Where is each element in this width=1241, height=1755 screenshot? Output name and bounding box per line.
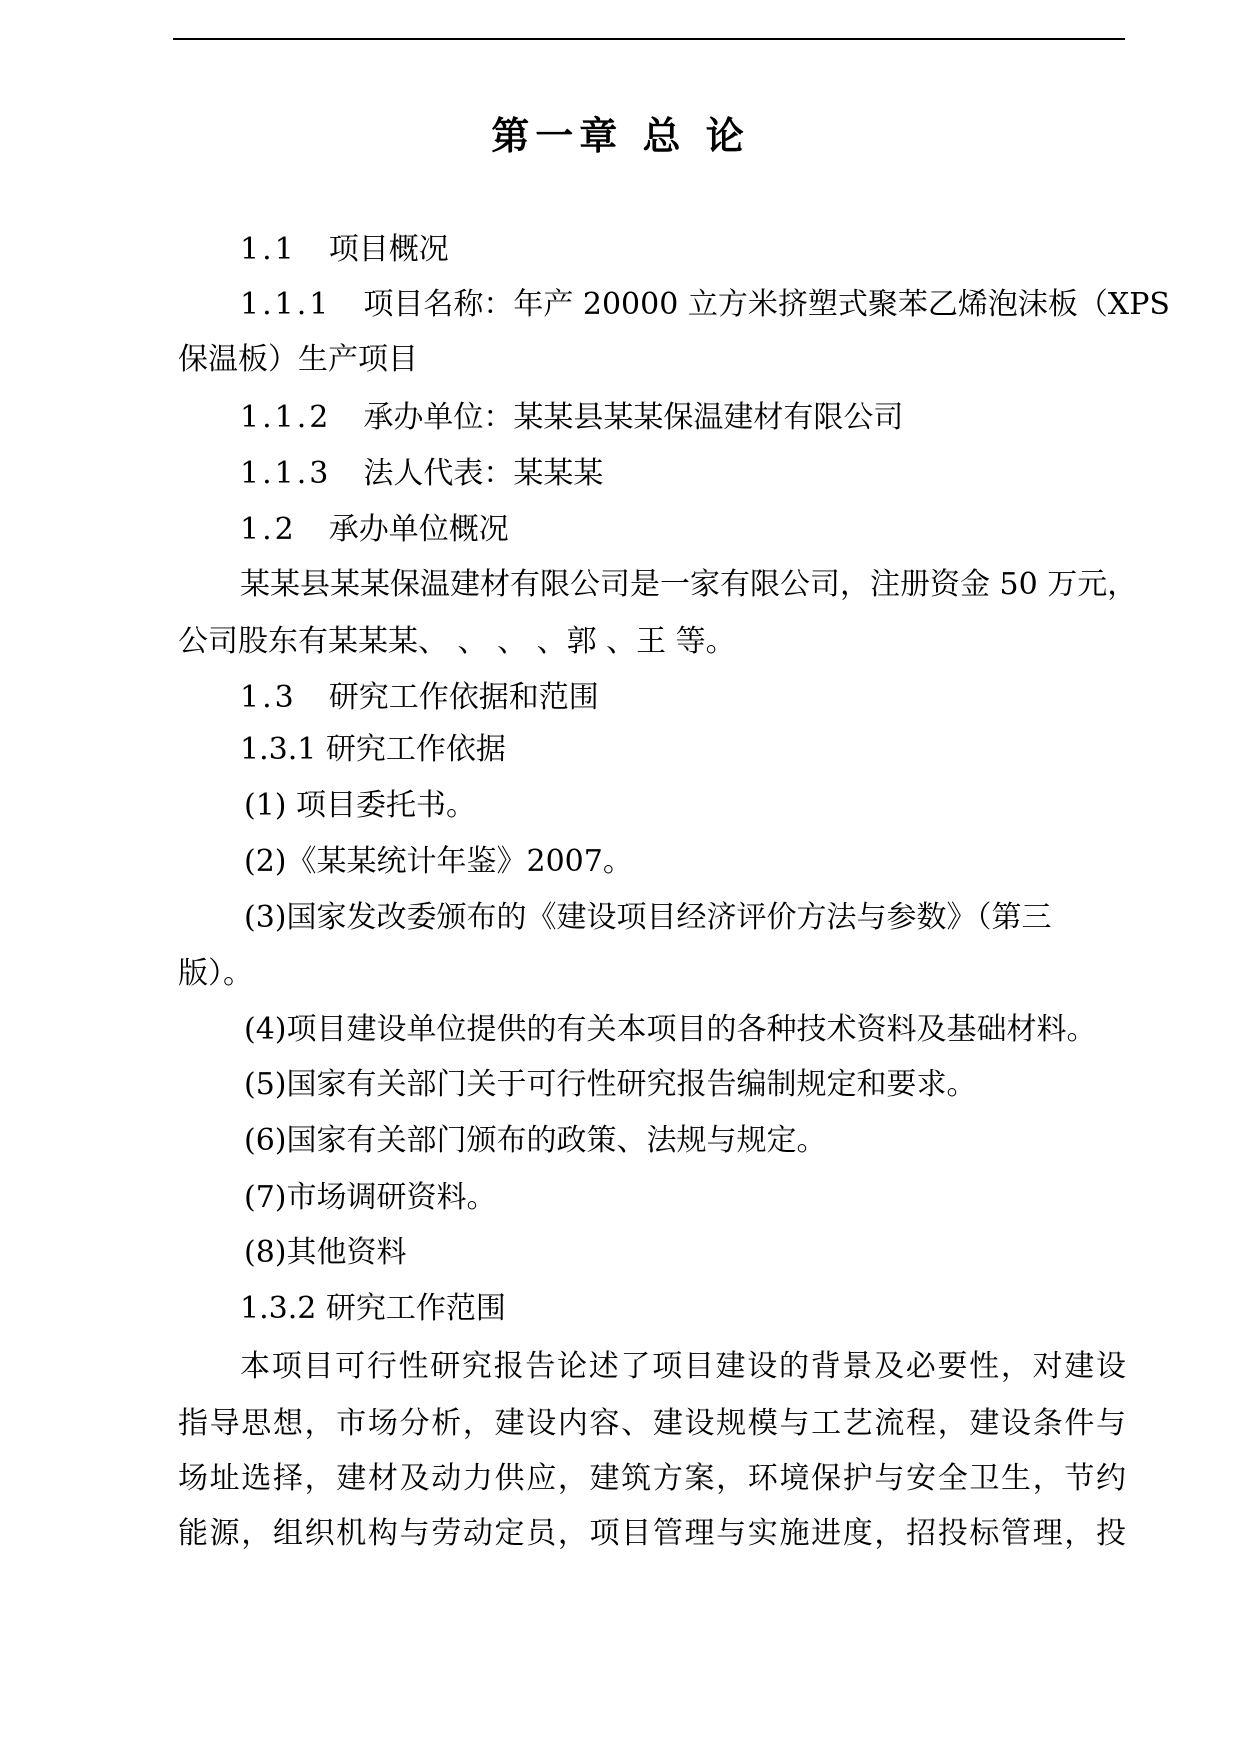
scope-line-text: 场址选择，建材及动力供应，建筑方案，环境保护与安全卫生，节约	[178, 1461, 1126, 1496]
scope-line-text: 能源，组织机构与劳动定员，项目管理与实施进度，招投标管理，投	[178, 1516, 1126, 1551]
section-number: 1.2	[240, 512, 297, 547]
scope-para-line4	[178, 1514, 1126, 1554]
basis-item-4: (4)项目建设单位提供的有关本项目的各种技术资料及基础材料。	[244, 1012, 1097, 1047]
company-para-line2: 公司股东有某某某、 、 、 、郭 、王 等。	[178, 624, 736, 659]
legal-rep-text: 法人代表：某某某	[363, 456, 604, 491]
section-1-2	[240, 510, 509, 550]
scope-line-text: 本项目可行性研究报告论述了项目建设的背景及必要性，对建设	[240, 1349, 1126, 1384]
company-para-line1: 某某县某某保温建材有限公司是一家有限公司，注册资金 50 万元，	[240, 567, 1138, 602]
scope-line-text: 指导思想，市场分析，建设内容、建设规模与工艺流程，建设条件与	[178, 1406, 1126, 1441]
basis-item-8: (8)其他资料	[244, 1235, 407, 1270]
basis-item-5: (5)国家有关部门关于可行性研究报告编制规定和要求。	[244, 1067, 977, 1102]
basis-item-6: (6)国家有关部门颁布的政策、法规与规定。	[244, 1123, 827, 1158]
basis-item-3-cont: 版）。	[178, 956, 253, 991]
section-number: 1.1.2	[240, 400, 332, 435]
basis-item-3: (3)国家发改委颁布的《建设项目经济评价方法与参数》（第三	[244, 900, 1052, 935]
section-number: 1.3	[240, 680, 297, 715]
basis-item-1: (1) 项目委托书。	[244, 788, 477, 823]
basis-item-2: (2)《某某统计年鉴》2007。	[244, 844, 633, 879]
chapter-title: 第一章 总 论	[491, 114, 750, 158]
scope-para-line2	[178, 1404, 1126, 1444]
section-title: 项目概况	[328, 232, 449, 267]
basis-item-7: (7)市场调研资料。	[244, 1180, 497, 1215]
project-name-line1: 项目名称：年产 20000 立方米挤塑式聚苯乙烯泡沫板（XPS	[363, 287, 1170, 322]
scope-para-line1	[240, 1347, 1126, 1387]
section-number: 1.1	[240, 232, 297, 267]
section-number: 1.1.3	[240, 456, 332, 491]
section-1-3-1-heading: 1.3.1 研究工作依据	[240, 732, 506, 767]
scope-para-line3	[178, 1459, 1126, 1499]
section-1-1-2	[240, 398, 903, 438]
organizer-text: 承办单位：某某县某某保温建材有限公司	[363, 400, 904, 435]
section-1-1	[240, 230, 449, 270]
section-title: 承办单位概况	[328, 512, 509, 547]
project-name-line2: 保温板）生产项目	[178, 342, 418, 377]
section-1-1-3	[240, 454, 603, 494]
section-1-1-1	[240, 285, 1170, 325]
section-1-3	[240, 678, 599, 718]
section-title: 研究工作依据和范围	[328, 680, 599, 715]
section-number: 1.1.1	[240, 287, 332, 322]
header-rule	[173, 38, 1125, 40]
section-1-3-2-heading: 1.3.2 研究工作范围	[240, 1291, 506, 1326]
